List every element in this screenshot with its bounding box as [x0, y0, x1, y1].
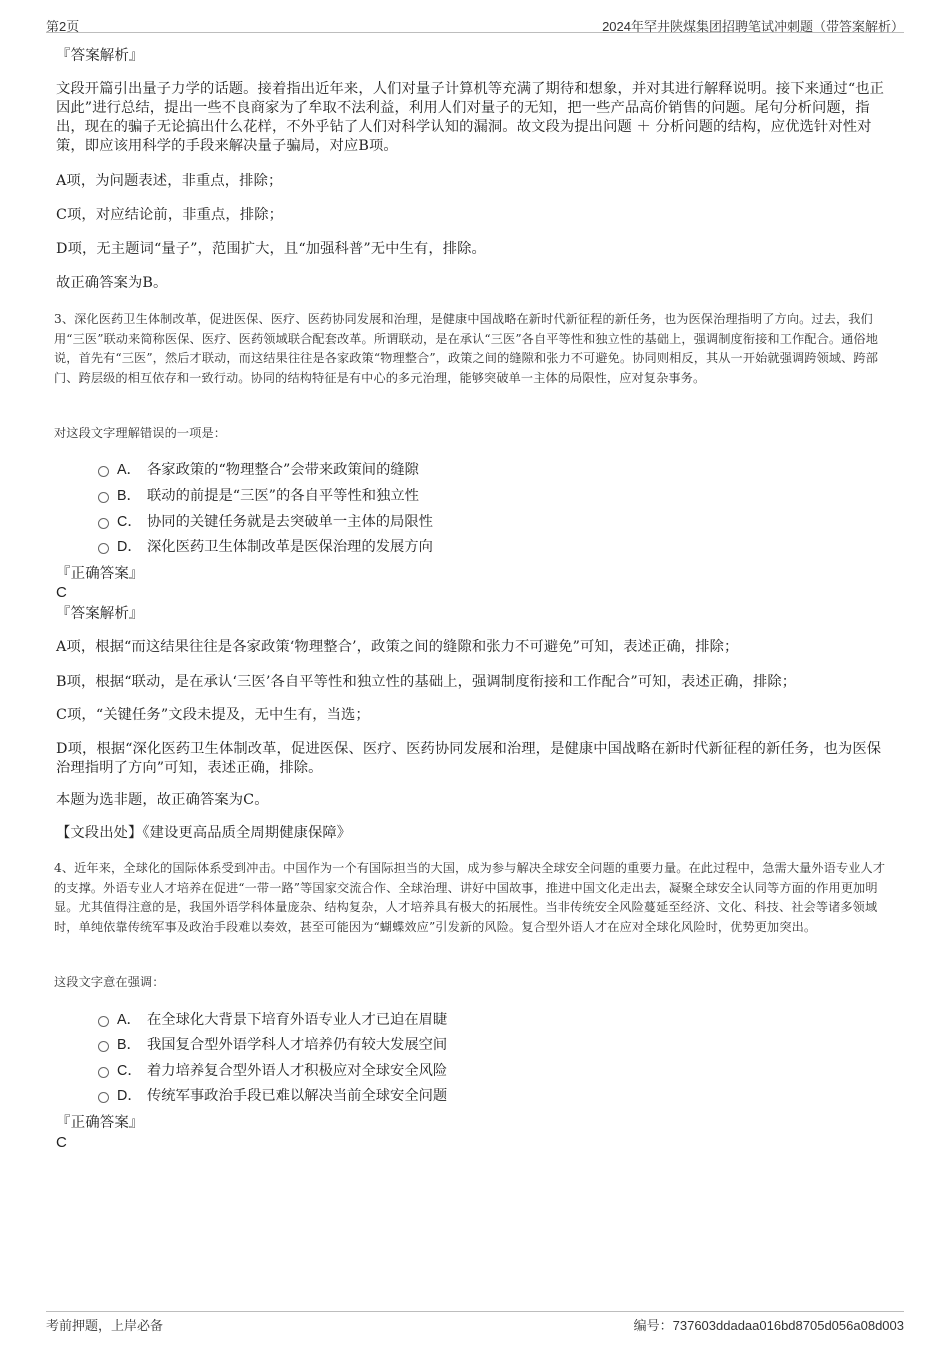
correct-answer-label: 『正确答案』 [56, 566, 144, 582]
analysis-conclusion: 故正确答案为B。 [56, 275, 168, 291]
radio-button[interactable] [98, 492, 109, 503]
q4-option-c[interactable]: C． 着力培养复合型外语人才积极应对全球安全风险 [98, 1062, 447, 1080]
source-citation: 【文段出处】《建设更高品质全周期健康保障》 [56, 825, 352, 841]
document-id: 编号：737603ddadaa016bd8705d056a08d003 [633, 1318, 904, 1333]
radio-button[interactable] [98, 466, 109, 477]
page-header [46, 14, 904, 33]
q4-option-b[interactable]: B． 我国复合型外语学科人才培养仍有较大发展空间 [98, 1036, 447, 1054]
q3-analysis-a: A项，根据“而这结果往往是各家政策‘物理整合’，政策之间的缝隙和张力不可避免”可知，表述正确，排除； [56, 639, 739, 655]
q3-option-b[interactable]: B． 联动的前提是“三医”的各自平等性和独立性 [98, 487, 419, 505]
question-4-prompt: 这段文字意在强调： [54, 975, 165, 989]
q3-analysis-d: D项，根据“深化医药卫生体制改革，促进医保、医疗、医药协同发展和治理，是健康中国战略在新时代新征程的新任务，也为医保治理指明了方向”可知，表述正确，排除。 [56, 741, 882, 776]
radio-button[interactable] [98, 543, 109, 554]
question-4-passage: 4、近年来，全球化的国际体系受到冲击。中国作为一个有国际担当的大国，成为参与解决全球安全问题的重要力量。在此过程中，急需大量外语专业人才的支撑。外语专业人才培养在促进“一带一路”等国家交流合作、全球治理、讲好中国故事，推进中国文化走出去，凝聚全球安全认同等方面的作用更加明显。尤其值得注意的是，我国外语学科体量庞杂、结构复杂，人才培养具有极大的拓展性。当非传统安全风险蔓延至经济、文化、科技、社会等诸多领域时，单纯依靠传统军事及政治手段难以奏效，甚至可能因为“蝴蝶效应”引发新的风险。复合型外语人才在应对全球化风险时，优势更加突出。 [54, 861, 886, 934]
analysis-option-a: A项，为问题表述，非重点，排除； [56, 173, 283, 189]
question-3-passage: 3、深化医药卫生体制改革，促进医保、医疗、医药协同发展和治理，是健康中国战略在新时代新征程的新任务，也为医保治理指明了方向。过去，我们用“三医”联动来简称医保、医疗、医药领域联合配套改革。所谓联动，是在承认“三医”各自平等性和独立性的基础上，强调制度衔接和工作配合。通俗地说，首先有“三医”，然后才联动，而这结果往往是各家政策“物理整合”，政策之间的缝隙和张力不可避免。协同则相反，其从一开始就强调跨领域、跨部门、跨层级的相互依存和一致行动。协同的结构特征是有中心的多元治理，能够突破单一主体的局限性，应对复杂事务。 [54, 312, 879, 385]
correct-answer-label: 『正确答案』 [56, 1115, 144, 1131]
radio-button[interactable] [98, 1041, 109, 1052]
q3-analysis-b: B项，根据“联动，是在承认‘三医’各自平等性和独立性的基础上，强调制度衔接和工作配合”可知，表述正确，排除； [56, 674, 797, 690]
radio-button[interactable] [98, 1067, 109, 1078]
q4-option-a[interactable]: A． 在全球化大背景下培育外语专业人才已迫在眉睫 [98, 1011, 447, 1029]
analysis-label: 『答案解析』 [56, 48, 144, 64]
footer-slogan: 考前押题，上岸必备 [46, 1318, 164, 1333]
analysis-label: 『答案解析』 [56, 606, 144, 622]
page-footer [46, 1311, 904, 1333]
question-3-prompt: 对这段文字理解错误的一项是： [54, 426, 227, 440]
radio-button[interactable] [98, 518, 109, 529]
q3-option-c[interactable]: C． 协同的关键任务就是去突破单一主体的局限性 [98, 513, 433, 531]
q3-option-d[interactable]: D． 深化医药卫生体制改革是医保治理的发展方向 [98, 538, 433, 556]
analysis-body: 文段开篇引出量子力学的话题。接着指出近年来，人们对量子计算机等充满了期待和想象，并对其进行解释说明。接下来通过“也正因此”进行总结，提出一些不良商家为了牟取不法利益，利用人们对量子的无知，把一些产品高价销售的问题。尾句分析问题，指出，现在的骗子无论搞出什么花样，不外乎钻了人们对科学认知的漏洞。故文段为提出问题 ＋ 分析问题的结构，应优选针对性对策，即应该用科学的手段来解决量子骗局，对应B项。 [56, 81, 885, 154]
page-number: 第2页 [46, 19, 80, 34]
analysis-option-d: D项，无主题词“量子”，范围扩大，且“加强科普”无中生有，排除。 [56, 241, 486, 257]
radio-button[interactable] [98, 1092, 109, 1103]
q3-option-a[interactable]: A． 各家政策的“物理整合”会带来政策间的缝隙 [98, 461, 419, 479]
q4-option-d[interactable]: D． 传统军事政治手段已难以解决当前全球安全问题 [98, 1087, 447, 1105]
q3-conclusion: 本题为选非题，故正确答案为C。 [56, 792, 269, 808]
analysis-option-c: C项，对应结论前，非重点，排除； [56, 207, 283, 223]
radio-button[interactable] [98, 1016, 109, 1027]
q3-analysis-c: C项，“关键任务”文段未提及，无中生有，当选； [56, 707, 370, 723]
document-title: 2024年罕井陕煤集团招聘笔试冲刺题（带答案解析） [602, 19, 904, 34]
correct-answer: C [56, 584, 67, 601]
correct-answer: C [56, 1134, 67, 1151]
